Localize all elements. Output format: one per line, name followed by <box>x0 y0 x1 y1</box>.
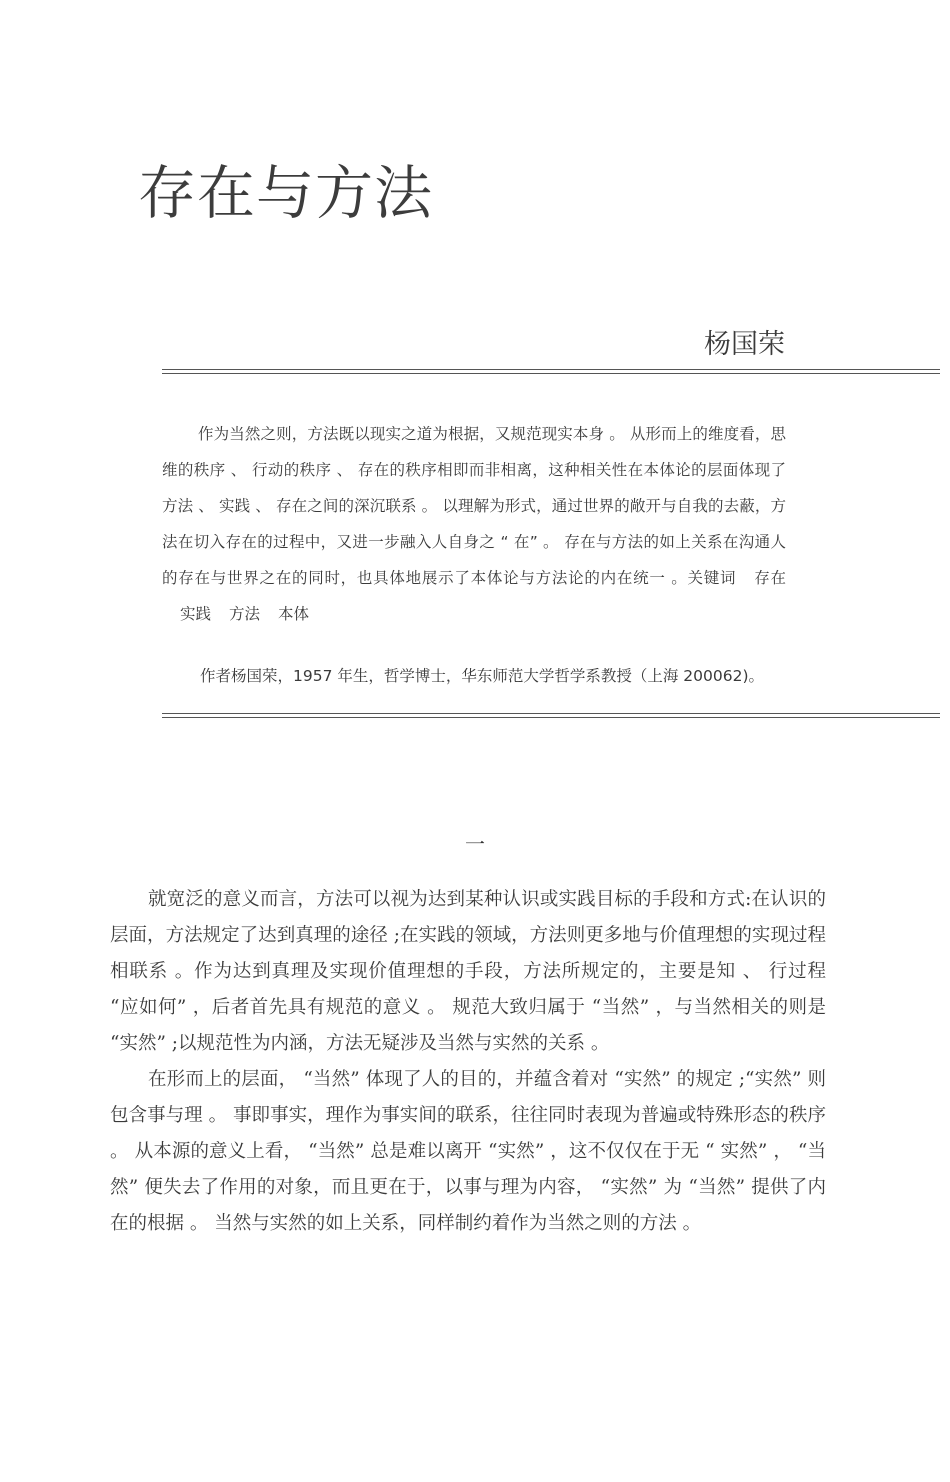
keyword: 实践 <box>180 605 212 623</box>
article-title: 存在与方法 <box>138 159 434 227</box>
keyword: 方法 <box>229 605 261 623</box>
top-double-rule <box>162 369 940 374</box>
paragraph: 在形而上的层面， “当然” 体现了人的目的，并蕴含着对 “实然” 的规定 ;“实然” 则包含事与理 。 事即事实，理作为事实间的联系，往往同时表现为普遍或特殊形态的秩序 。 从本源的意义上看， “当然” 总是难以离开 “实然” ，这不仅仅在于无 “ 实然” ， “当然” 便失去了作用的对象，而且更在于，以事与理为内容， “实然” 为 “当然” 提供了内在的根据 。 当然与实然的如上关系，同样制约着作为当然之则的方法 。 <box>110 1069 826 1234</box>
body-text <box>110 882 826 1242</box>
keywords-label: 关键词 <box>687 569 737 587</box>
abstract-text: 作为当然之则，方法既以现实之道为根据，又规范现实本身 。 从形而上的维度看，思维的秩序 、 行动的秩序 、 存在的秩序相即而非相离，这种相关性在本体论的层面体现了方法 、 实践 、 存在之间的深沉联系 。 以理解为形式，通过世界的敞开与自我的去蔽，方法在切入存在的过程中，又进一步融入人自身之 “ 在” 。 存在与方法的如上关系在沟通人的存在与世界之在的同时，也具体地展示了本体论与方法论的内在统一 。 <box>162 425 786 587</box>
keyword: 本体 <box>278 605 310 623</box>
bottom-double-rule <box>162 713 940 718</box>
keyword: 存在 <box>754 569 786 587</box>
abstract <box>162 416 786 632</box>
section-number: 一 <box>465 832 485 856</box>
author-note: 作者杨国荣，1957 年生，哲学博士，华东师范大学哲学系教授（上海 200062)。 <box>200 667 765 685</box>
author-name: 杨国荣 <box>704 329 785 360</box>
paragraph: 就宽泛的意义而言，方法可以视为达到某种认识或实践目标的手段和方式:在认识的层面，方法规定了达到真理的途径 ;在实践的领域，方法则更多地与价值理想的实现过程相联系 。作为达到真理及实现价值理想的手段，方法所规定的，主要是知 、 行过程 “应如何” ，后者首先具有规范的意义 。 规范大致归属于 “当然” ，与当然相关的则是 “实然” ;以规范性为内涵，方法无疑涉及当然与实然的关系 。 <box>110 889 826 1054</box>
